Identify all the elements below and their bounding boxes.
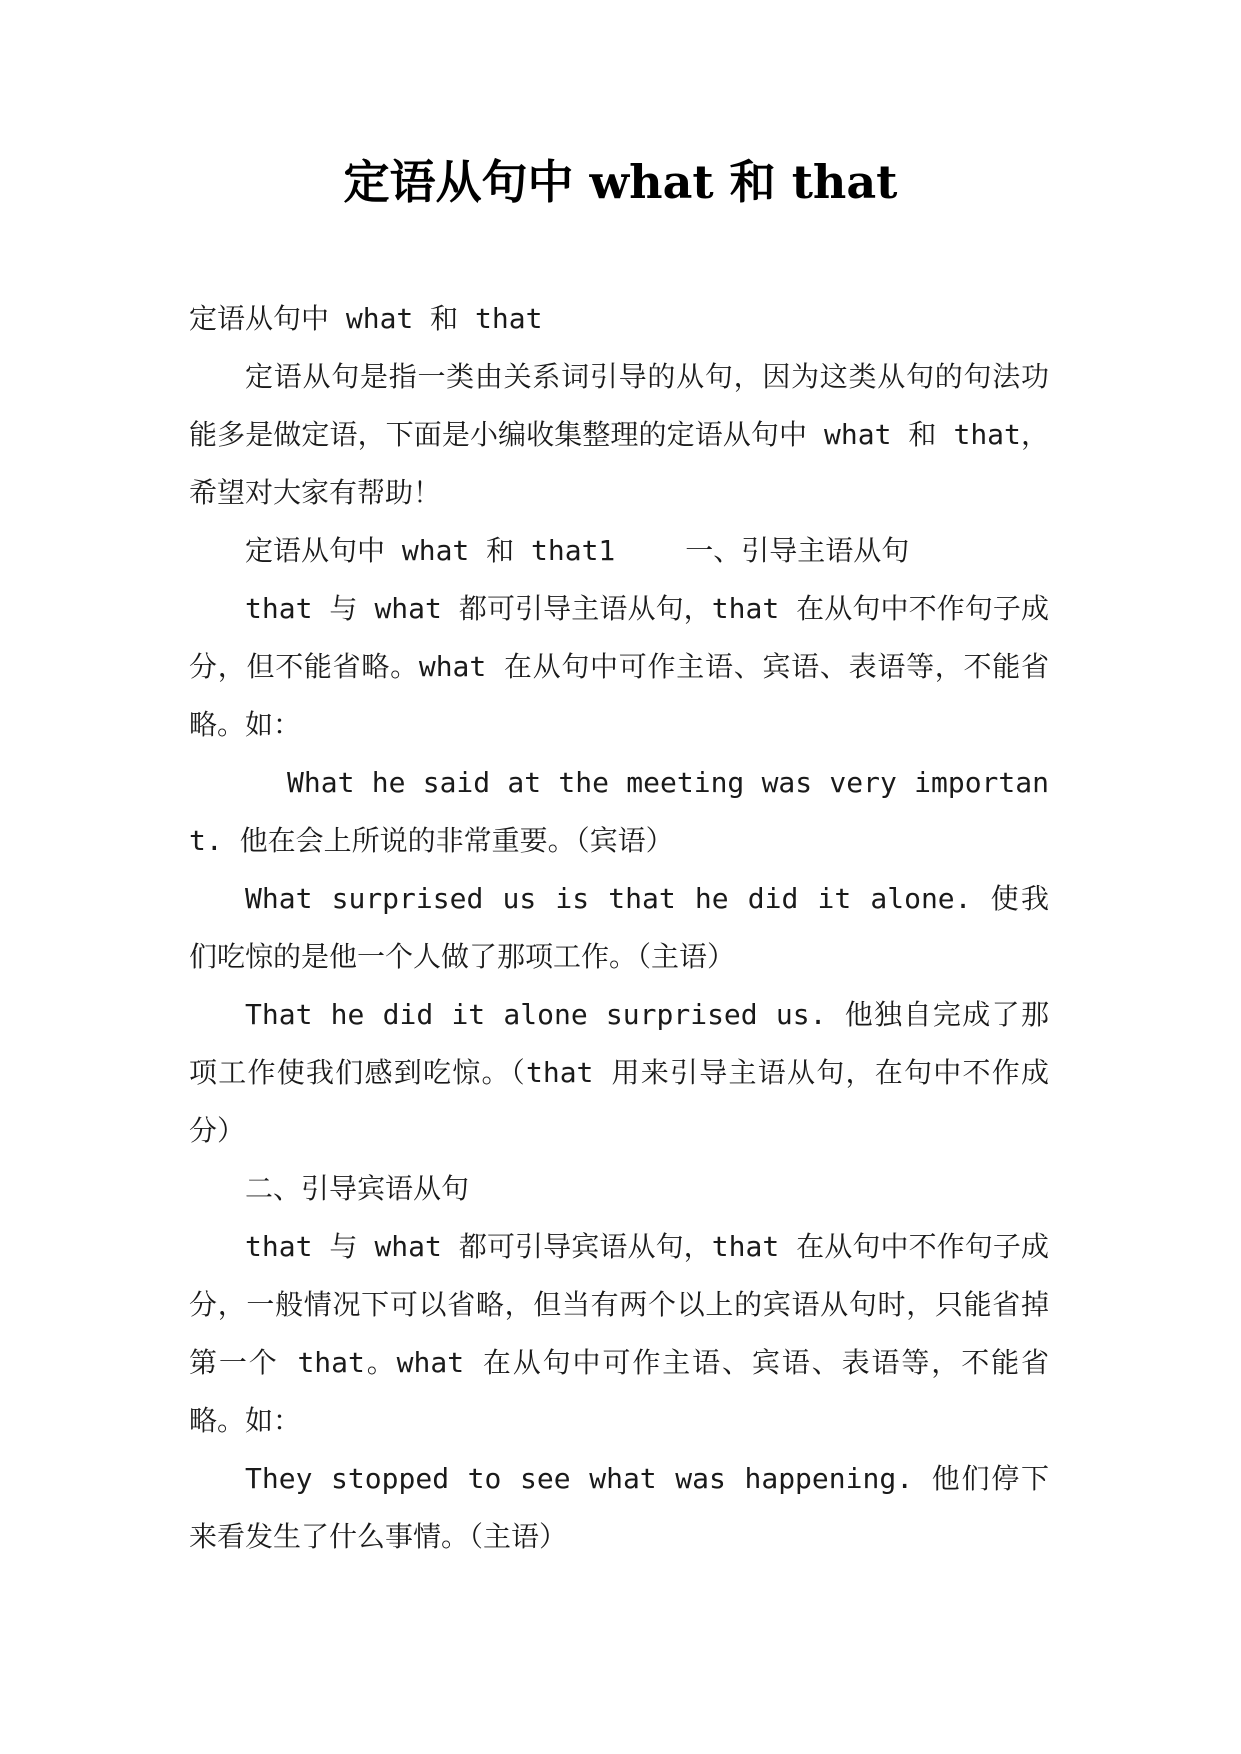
section1-heading (189, 522, 1049, 580)
example-3: That he did it alone surprised us. 他独自完成了那项工作使我们感到吃惊。（that 用来引导主语从句，在句中不作成分） (189, 998, 1049, 1147)
section2-heading: 二、引导宾语从句 (245, 1172, 470, 1205)
section1-heading-part-b: 一、引导主语从句 (685, 534, 910, 567)
example-2: What surprised us is that he did it alone. 使我们吃惊的是他一个人做了那项工作。（主语） (189, 882, 1049, 973)
section2-paragraph: that 与 what 都可引导宾语从句，that 在从句中不作句子成分，一般情况下可以省略，但当有两个以上的宾语从句时，只能省掉第一个 that。what 在从句中可作主语、宾语、表语等，不能省略。如： (189, 1230, 1049, 1437)
subtitle-paragraph: 定语从句中 what 和 that (189, 302, 543, 335)
document-title: 定语从句中 what 和 that (343, 155, 898, 209)
intro-paragraph: 定语从句是指一类由关系词引导的从句，因为这类从句的句法功能多是做定语，下面是小编收集整理的定语从句中 what 和 that，希望对大家有帮助！ (189, 360, 1049, 509)
document-body (189, 290, 1049, 1566)
example-4: They stopped to see what was happening. 他们停下来看发生了什么事情。（主语） (189, 1462, 1049, 1553)
section1-paragraph: that 与 what 都可引导主语从句，that 在从句中不作句子成分，但不能省略。what 在从句中可作主语、宾语、表语等，不能省略。如： (189, 592, 1049, 741)
example-1: What he said at the meeting was very important. 他在会上所说的非常重要。（宾语） (189, 766, 1049, 857)
section1-heading-part-a: 定语从句中 what 和 that1 (245, 534, 616, 567)
